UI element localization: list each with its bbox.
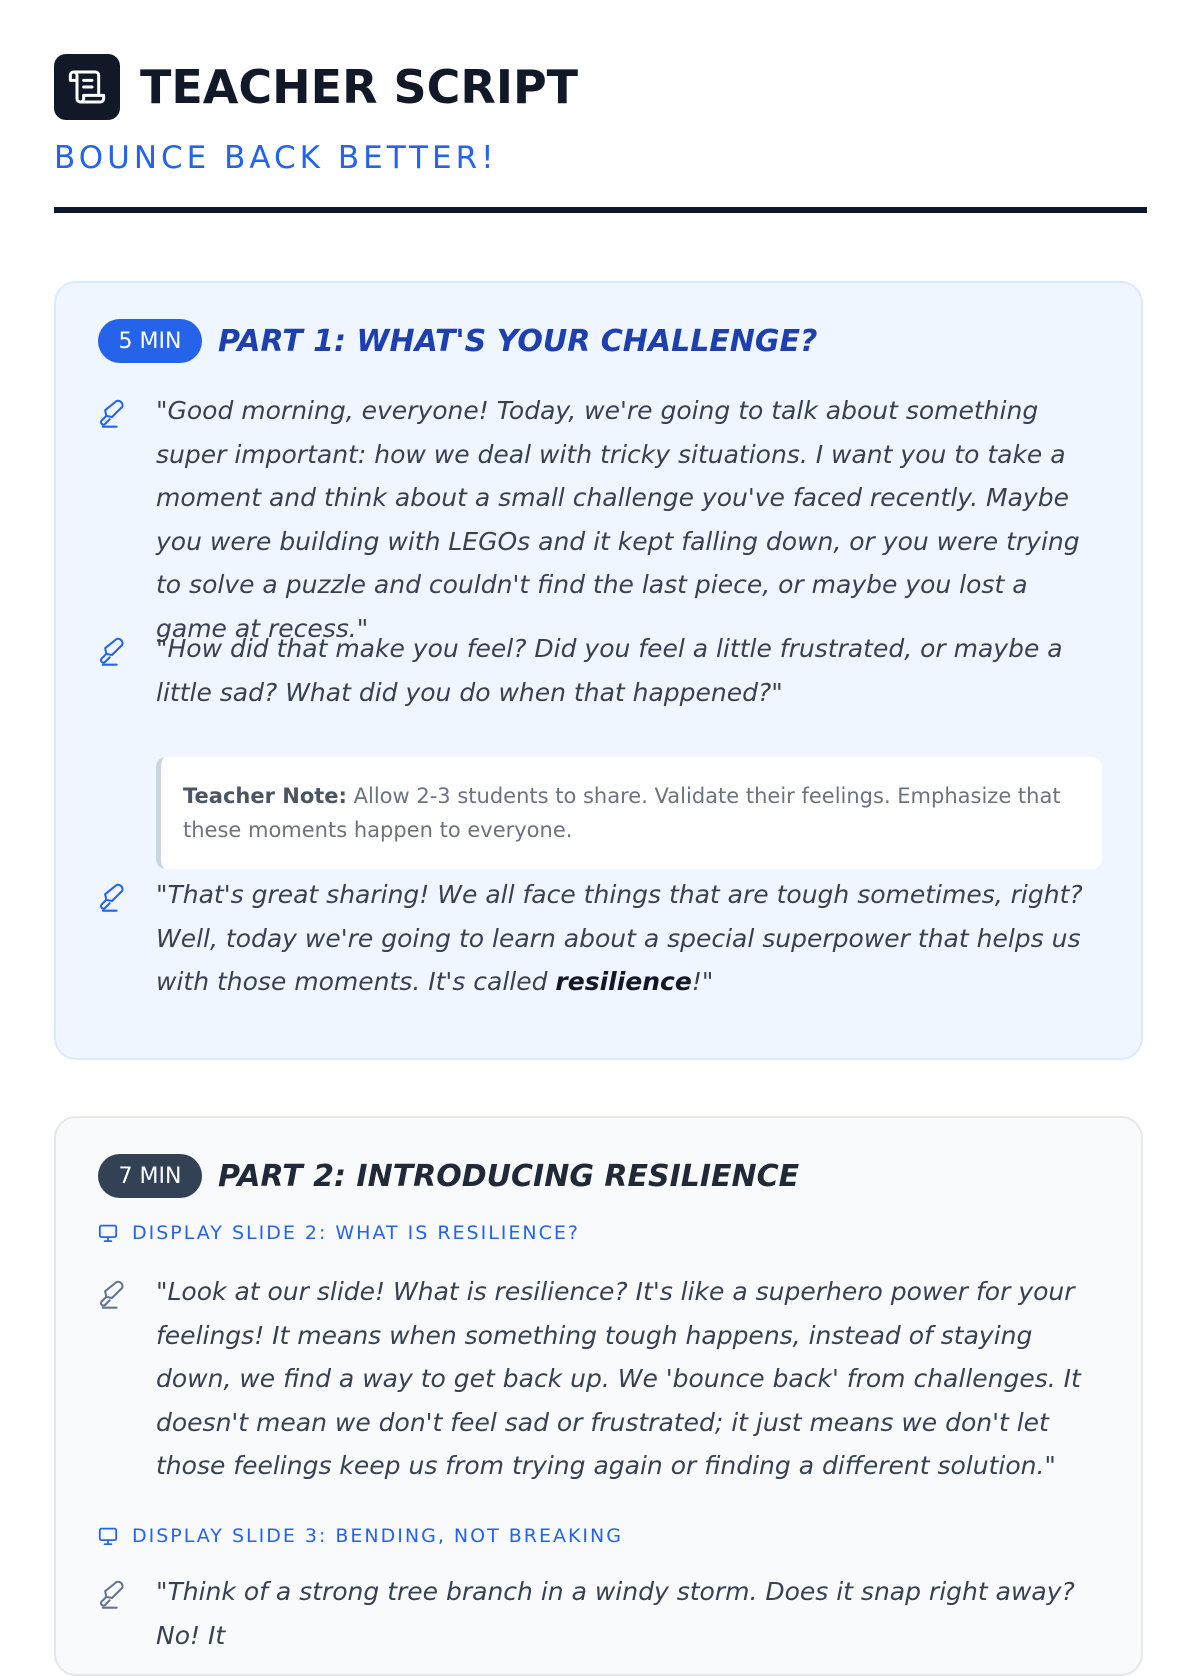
duration-badge: 7 MIN bbox=[98, 1154, 202, 1198]
header bbox=[54, 0, 1147, 178]
page bbox=[54, 0, 1147, 1650]
teacher-note bbox=[156, 757, 1102, 869]
part-2-header bbox=[98, 1154, 799, 1198]
microphone-icon bbox=[98, 881, 126, 913]
speech-text: "Think of a strong tree branch in a windy storm. Does it snap right away? No! It bbox=[156, 1577, 1075, 1650]
script-line bbox=[98, 389, 1098, 650]
speech-text bbox=[156, 873, 1098, 1004]
part-title: PART 2: INTRODUCING RESILIENCE bbox=[218, 1158, 800, 1194]
part-2-card bbox=[54, 1116, 1143, 1676]
part-1-card bbox=[54, 281, 1143, 1060]
part-1-header bbox=[98, 319, 817, 363]
part-title: PART 1: WHAT'S YOUR CHALLENGE? bbox=[218, 323, 818, 359]
title-row bbox=[54, 54, 1147, 120]
script-line bbox=[98, 1270, 1098, 1488]
script-line bbox=[98, 873, 1098, 1004]
microphone-icon bbox=[98, 1578, 126, 1610]
monitor-icon bbox=[98, 1527, 118, 1545]
script-line bbox=[98, 627, 1098, 714]
page-subtitle: BOUNCE BACK BETTER! bbox=[54, 140, 498, 176]
speech-text-before: "That's great sharing! We all face things that are tough sometimes, right? Well, today we're going to learn about a special superpower that helps us with those moments. It's called bbox=[156, 880, 1083, 996]
script-scroll-icon bbox=[54, 54, 120, 120]
microphone-icon bbox=[98, 1278, 126, 1310]
duration-badge: 5 MIN bbox=[98, 319, 202, 363]
speech-text: "Look at our slide! What is resilience? It's like a superhero power for your feelings! It means when something tough happens, instead of staying down, we find a way to get back up. We 'bounce back' from challenges. It doesn't mean we don't feel sad or frustrated; it just means we don't let those feelings keep us from trying again or finding a different solution." bbox=[156, 1277, 1081, 1480]
slide-cue bbox=[98, 1222, 580, 1244]
microphone-icon bbox=[98, 397, 126, 429]
monitor-icon bbox=[98, 1224, 118, 1242]
speech-text: "How did that make you feel? Did you feel a little frustrated, or maybe a little sad? What did you do when that happened?" bbox=[156, 634, 1063, 707]
page-title: TEACHER SCRIPT bbox=[140, 60, 579, 114]
slide-cue bbox=[98, 1525, 623, 1547]
slide-cue-text: DISPLAY SLIDE 3: BENDING, NOT BREAKING bbox=[132, 1525, 623, 1547]
microphone-icon bbox=[98, 635, 126, 667]
script-line bbox=[98, 1570, 1098, 1657]
speech-text-after: !" bbox=[691, 967, 714, 996]
header-divider bbox=[54, 207, 1147, 213]
keyword-resilience: resilience bbox=[555, 967, 692, 996]
teacher-note-text: Allow 2-3 students to share. Validate their feelings. Emphasize that these moments happen to everyone. bbox=[183, 784, 1061, 842]
speech-text: "Good morning, everyone! Today, we're going to talk about something super important: how we deal with tricky situations. I want you to take a moment and think about a small challenge you've faced recently. Maybe you were building with LEGOs and it kept falling down, or you were trying to solve a puzzle and couldn't find the last piece, or maybe you lost a game at recess." bbox=[156, 396, 1080, 643]
teacher-note-label: Teacher Note: bbox=[183, 784, 347, 808]
slide-cue-text: DISPLAY SLIDE 2: WHAT IS RESILIENCE? bbox=[132, 1222, 580, 1244]
